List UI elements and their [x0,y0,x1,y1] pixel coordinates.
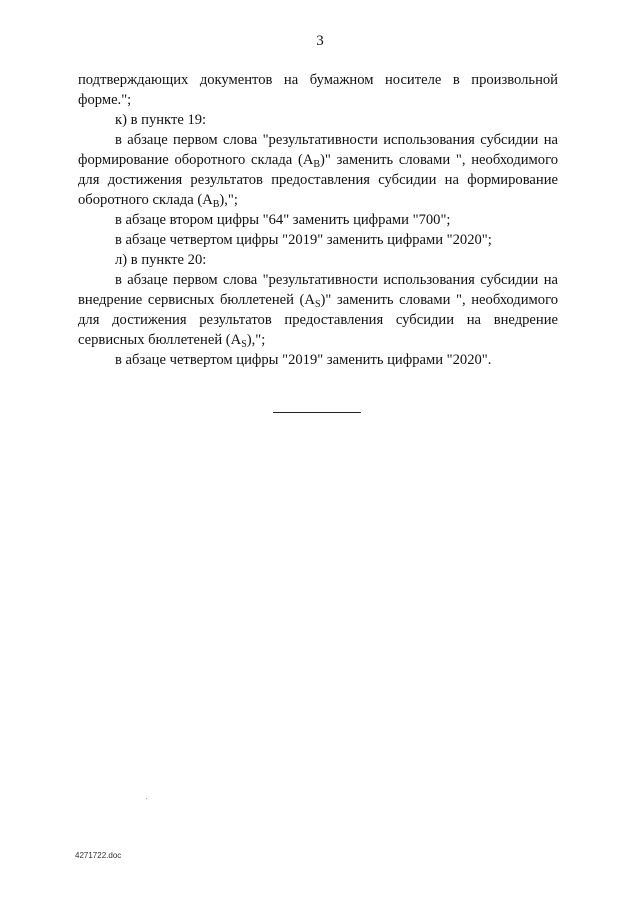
end-of-text-rule [273,412,361,413]
footer-filename: 4271722.doc [75,851,122,860]
amendment-text-part: ),"; [246,332,266,348]
amendment-text-part: ),"; [219,192,238,208]
amendment-text-part: )" заменить словами ", необходимого для достижения результатов предоставления субсидии на внедрение сервисных бюллетеней (А [78,292,558,348]
scan-speck [146,798,147,799]
paragraph-continuation-line-2: форме."; [78,92,132,108]
item-k-heading: к) в пункте 19: [115,112,207,128]
subscript-s: S [241,339,247,350]
amendment-text-part: в абзаце первом слова "результативности использования субсидии на формирование оборотного склада (А [78,132,558,168]
document-body [78,70,558,370]
paragraph-continuation-line-1: подтверждающих документов на бумажном носителе в произвольной [78,72,558,88]
page-number: 3 [316,33,324,49]
item-k-amendment-1 [78,130,558,210]
amendment-text-part: в абзаце первом слова "результативности использования субсидии на внедрение сервисных бюллетеней (А [78,272,558,308]
item-l-amendment-1 [78,270,558,350]
item-l-amendment-2: в абзаце четвертом цифры "2019" заменить цифрами "2020". [115,352,492,368]
item-l-heading: л) в пункте 20: [115,252,207,268]
subscript-s: S [314,299,321,310]
amendment-text-part: )" заменить словами ", необходимого для достижения результатов предоставления субсидии на формирование оборотного склада (А [78,152,558,208]
item-k-amendment-3: в абзаце четвертом цифры "2019" заменить цифрами "2020"; [115,232,492,248]
subscript-b: В [212,199,220,210]
subscript-b: В [313,159,321,170]
item-k-amendment-2: в абзаце втором цифры "64" заменить цифрами "700"; [115,212,451,228]
